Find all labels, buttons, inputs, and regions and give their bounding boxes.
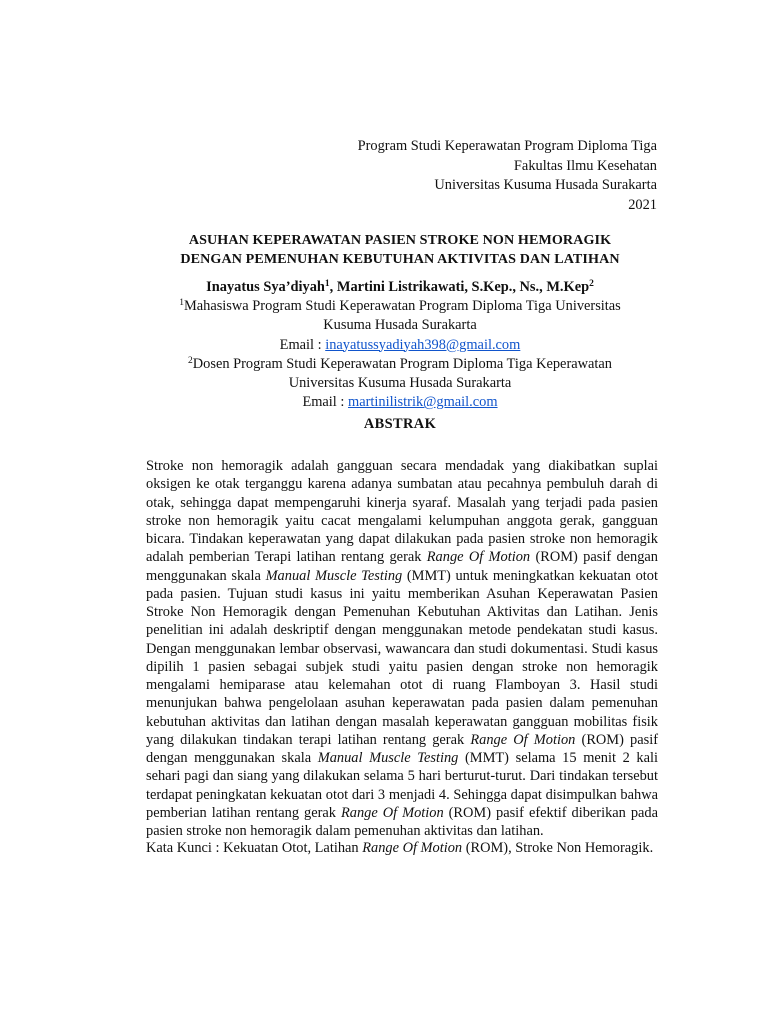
mmt-term: Manual Muscle Testing bbox=[265, 567, 403, 584]
institution-block bbox=[358, 137, 657, 215]
abstract-heading: ABSTRAK bbox=[363, 416, 437, 432]
affiliation-1-sup: 1 bbox=[179, 298, 184, 309]
email-1-link[interactable]: inayatussyadiyah398@gmail.com bbox=[325, 336, 521, 353]
paper-title bbox=[130, 231, 670, 269]
rom-term: Range Of Motion bbox=[340, 804, 444, 821]
author-1-sup: 1 bbox=[324, 279, 330, 289]
affiliation-2-line-2: Universitas Kusuma Husada Surakarta bbox=[288, 375, 512, 392]
author-2-sup: 2 bbox=[589, 279, 594, 289]
faculty-name: Fakultas Ilmu Kesehatan bbox=[513, 157, 657, 174]
author-separator: , bbox=[329, 279, 337, 295]
keywords-paragraph: Kata Kunci : Kekuatan Otot, Latihan Range Of Motion (ROM), Stroke Non Hemoragik. bbox=[146, 840, 654, 856]
mmt-term: Manual Muscle Testing bbox=[317, 750, 459, 766]
program-name: Program Studi Keperawatan Program Diploma Tiga bbox=[357, 138, 657, 154]
email-1-label: Email : bbox=[279, 336, 326, 353]
email-1-line bbox=[120, 336, 680, 355]
author-names bbox=[120, 278, 680, 297]
title-line-2: DENGAN PEMENUHAN KEBUTUHAN AKTIVITAS DAN LATIHAN bbox=[180, 251, 620, 267]
email-2-line bbox=[120, 393, 680, 412]
author-1-name: Inayatus Sya’diyah bbox=[206, 279, 325, 295]
rom-term: Range Of Motion bbox=[426, 549, 531, 566]
affiliation-2-line-1: $^2$Dosen Program Studi Keperawatan Program Diploma Tiga Keperawatan bbox=[188, 355, 612, 372]
document-year: 2021 bbox=[628, 196, 657, 213]
affiliation-1-line-2: Kusuma Husada Surakarta bbox=[323, 317, 477, 334]
rom-term: Range Of Motion bbox=[470, 731, 576, 748]
affiliation-1-line-1: $^1$Mahasiswa Program Studi Keperawatan Program Diploma Tiga Universitas bbox=[179, 298, 621, 315]
rom-term: Range Of Motion bbox=[362, 840, 463, 856]
university-name: Universitas Kusuma Husada Surakarta bbox=[434, 177, 657, 193]
email-2-link[interactable]: martinilistrik@gmail.com bbox=[348, 394, 498, 411]
abstract-paragraph: Stroke non hemoragik adalah gangguan secara mendadak yang diakibatkan suplai oksigen ke otak terganggu karena adanya sumbatan atau pecahnya pembuluh darah di otak, sehingga dapat mempengaruhi kinerja syaraf. Masalah yang terjadi pada pasien stroke non hemoragik yaitu cacat mengalami kelumpuhan anggota gerak, gangguan bicara. Tindakan keperawatan yang dapat dilakukan pada pasien stroke non hemoragik adalah pemberian Terapi latihan rentang gerak Range Of Motion (ROM) pasif dengan menggunakan skala Manual Muscle Testing (MMT) untuk meningkatkan kekuatan otot pada pasien. Tujuan studi kasus ini yaitu memberikan Asuhan Keperawatan Pasien Stroke Non Hemoragik dengan Pemenuhan Kebutuhan Aktivitas dan Latihan. Jenis penelitian ini adalah deskriptif dengan menggunakan metode pendekatan studi kasus. Dengan menggunakan lembar observasi, wawancara dan studi dokumentasi. Studi kasus dipilih 1 pasien sebagai subjek studi yaitu pasien dengan stroke non hemoragik mengalami hemiparase atau kelemahan otot di ruang Flamboyan 3. Hasil studi menunjukan bahwa pengelolaan asuhan keperawatan pada pasien dalam pemenuhan kebutuhan aktivitas dan latihan dengan masalah keperawatan gangguan mobilitas fisik yang dilakukan tindakan terapi latihan rentang gerak Range Of Motion (ROM) pasif dengan menggunakan skala Manual Muscle Testing (MMT) selama 15 menit 2 kali sehari pagi dan siang yang dilakukan selama 5 hari berturut-turut. Dari tindakan tersebut terdapat peningkatan kekuatan otot dari 3 menjadi 4. Sehingga dapat disimpulkan bahwa pemberian latihan rentang gerak Range Of Motion (ROM) pasif efektif diberikan pada pasien stroke non hemoragik dalam pemenuhan aktivitas dan latihan. bbox=[146, 458, 659, 839]
author-2-name: Martini Listrikawati, S.Kep., Ns., M.Kep bbox=[336, 279, 590, 295]
title-line-1: ASUHAN KEPERAWATAN PASIEN STROKE NON HEMORAGIK bbox=[188, 232, 612, 248]
email-2-label: Email : bbox=[302, 394, 348, 411]
author-block bbox=[120, 278, 680, 412]
affiliation-2-sup: 2 bbox=[188, 355, 193, 366]
